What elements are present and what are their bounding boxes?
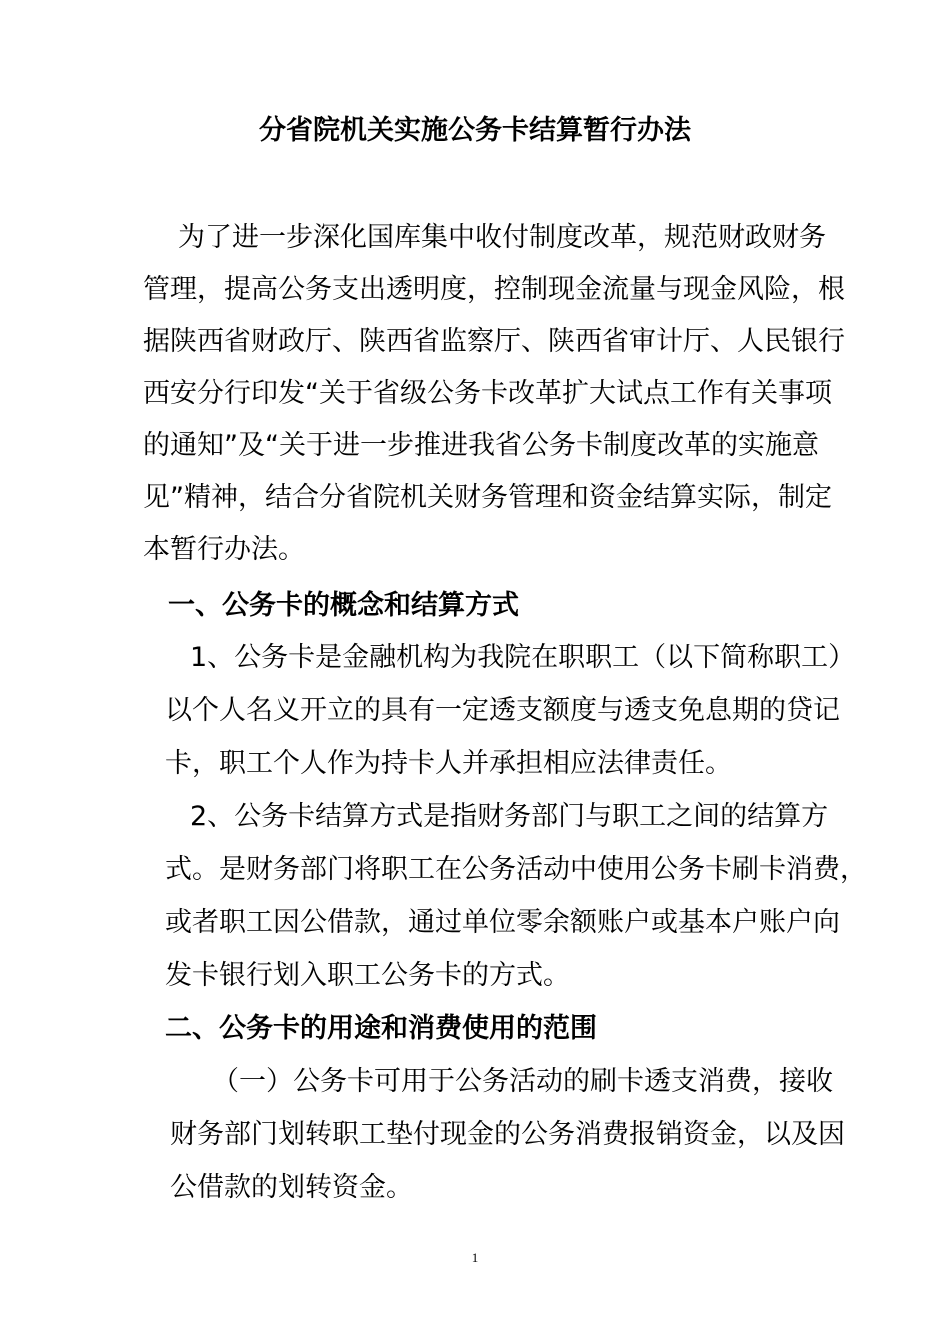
paragraph-line: 公借款的划转资金。: [170, 1172, 413, 1203]
section-heading: 二、公务卡的用途和消费使用的范围: [165, 1013, 597, 1044]
paragraph-line: 据陕西省财政厅、陕西省监察厅、陕西省审计厅、人民银行: [143, 326, 845, 357]
page-number: 1: [471, 1250, 479, 1265]
document-title: 分省院机关实施公务卡结算暂行办法: [259, 115, 691, 146]
paragraph-line: 为了进一步深化国库集中收付制度改革，规范财政财务: [178, 222, 826, 253]
paragraph-line: 卡，职工个人作为持卡人并承担相应法律责任。: [165, 748, 732, 779]
paragraph-line: 1、公务卡是金融机构为我院在职职工（以下简称职工）: [190, 642, 856, 673]
paragraph-line: 以个人名义开立的具有一定透支额度与透支免息期的贷记: [165, 695, 840, 726]
paragraph-line: 2、公务卡结算方式是指财务部门与职工之间的结算方: [190, 801, 829, 832]
paragraph-line: 本暂行办法。: [143, 534, 305, 565]
paragraph-line: 见”精神，结合分省院机关财务管理和资金结算实际，制定: [143, 482, 832, 513]
paragraph-line: 的通知”及“关于进一步推进我省公务卡制度改革的实施意: [143, 430, 819, 461]
paragraph-line: 西安分行印发“关于省级公务卡改革扩大试点工作有关事项: [143, 378, 832, 409]
paragraph-line: 发卡银行划入职工公务卡的方式。: [165, 960, 570, 991]
paragraph-line: 或者职工因公借款，通过单位零余额账户或基本户账户向: [165, 907, 840, 938]
paragraph-line: 管理，提高公务支出透明度，控制现金流量与现金风险，根: [143, 274, 845, 305]
paragraph-line: 式。是财务部门将职工在公务活动中使用公务卡刷卡消费，: [165, 854, 867, 885]
paragraph-line: 财务部门划转职工垫付现金的公务消费报销资金，以及因: [170, 1119, 845, 1150]
section-heading: 一、公务卡的概念和结算方式: [168, 590, 519, 621]
paragraph-line: （一）公务卡可用于公务活动的刷卡透支消费，接收: [212, 1066, 833, 1097]
